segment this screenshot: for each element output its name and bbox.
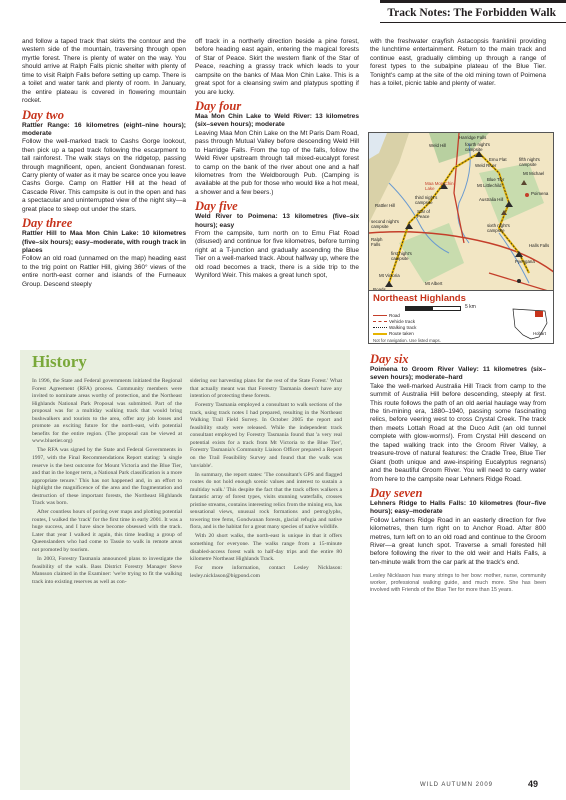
day-three-heading: Day three: [22, 216, 73, 231]
legend-vehicle-track: Vehicle track: [373, 319, 473, 325]
history-p9: For more information, contact Lesley Nicklason: lesley.nicklason@bigpond.com: [190, 565, 342, 579]
map-label-hobart: Hobart: [533, 331, 546, 336]
map-label-ralph-falls: Ralph Falls: [371, 237, 383, 247]
history-p3: After countless hours of poring over maps and plotting potential routes, I walked the 'track' for the first time in early 2001. It was a huge success, and I have since become obsessed with the track. Later that year I walked it again, this time leading a group of Queenslanders who had come to Tassie to walk in remote areas not promoted by tourism.: [32, 509, 182, 554]
history-col-1: [32, 378, 182, 586]
day-three-route: Rattler Hill to Maa Mon Chin Lake: 10 kilometres (five–six hours); easy–moderate, with rough track in places: [22, 230, 186, 254]
header-underline: [380, 22, 566, 23]
map-label-australia-hill: Australia Hill: [479, 197, 504, 202]
legend-walking-track: Walking track: [373, 325, 473, 331]
history-p6: Forestry Tasmania employed a consultant to walk sections of the track, using track notes I had prepared, resulting in the Northeast Walking Trail Field Survey. In October 2005 the report and feasibility study were released. While the independent track consultant employed by Forestry Tasmania found that 'a very real potential exists for a track from Mt Victoria to the Blue Tier', Forestry Tasmania's Community Liaison Officer prepared a Report on the Trail Feasibility Survey and found that the walk was 'unviable'.: [190, 402, 342, 469]
map-label-harridge: Harridge Falls: [459, 135, 487, 140]
right-column: [370, 38, 546, 89]
day-two-heading: Day two: [22, 107, 65, 122]
header-title: Track Notes: The Forbidden Walk: [387, 7, 556, 19]
map-label-mt-albert: Mt Albert: [425, 281, 443, 286]
history-p2: The RFA was signed by the State and Federal Governments in 1997, with the Final Recommendations Report stating: 'a single reserve is the best outcome for Mount Victoria and the Blue Tier, and that in the longer term, a National Park classification is a more appropriate tenure.' This has not happened and, in an effort to highlight the magnificence of the area and the fragmentation and destruction of these important forests, the Northeast Highlands Track was born.: [32, 447, 182, 507]
map-note: Not for navigation. Use listed maps.: [373, 338, 441, 343]
footer-issue: WILD AUTUMN 2009: [420, 782, 494, 788]
map-label-blue-tier: Blue Tier: [487, 177, 505, 182]
map-label-fifth: fifth night's campsite: [519, 157, 540, 167]
history-heading: History: [32, 352, 87, 371]
right-cont: with the freshwater crayfish Astacopsis franklinii providing the lunchtime entertainment. Return to the main track and continue east, gradually climbing up through a range of forest types to the subalpine plateau of the Blue Tier. Tonight's camp at the site of the old mining town of Poimena has a toilet, picnic table and plenty of water.: [370, 38, 546, 88]
map-label-second: second night's campsite: [371, 219, 399, 229]
map-label-weld-hill: Weld Hill: [429, 143, 447, 148]
tasmania-inset: [509, 305, 551, 343]
map-label-emu-flat: Emu Flat: [489, 157, 507, 162]
day-five-heading: Day five: [195, 199, 238, 214]
day-three-text: Follow an old road (unnamed on the map) heading east to the trig point on Rattler Hill, giving 360° views of the entire north-east corner and islands of the Furneaux Group. Descend steeply: [22, 255, 186, 288]
history-p8: With 20 short walks, the north-east is unique in that it offers something for everyone. The walks range from a 15-minute disabled-access forest walk to half-day trips and the entire 80 kilometre Northeast Highlands Track.: [190, 533, 342, 563]
day-seven-text: Follow Lehners Ridge Road in an easterly direction for five kilometres, then turn right on to Anchor Road. After 800 metres, turn left on to an old road and continue to the Groom River—a great lunch spot. Traverse a small forested hill before following the river to the old weir and Halls Falls, a ten-minute walk from the car park at the track's end.: [370, 516, 546, 566]
day-seven-heading: Day seven: [370, 486, 423, 501]
map-legend: [368, 290, 554, 344]
map-label-weld-river: Weld River: [475, 163, 497, 168]
left-intro: and follow a taped track that skirts the contour and the western side of the mountain, traversing through open myrtle forest. There is plenty of water on the way. You should arrive at Ralph Falls picnic shelter with plenty of time to visit Ralph Falls before setting up camp. There is a toilet and water tank and plenty of room. In January, the entire plateau is covered in flowering mountain rocket.: [22, 38, 186, 105]
map-label-fourth: fourth night's campsite: [465, 142, 491, 152]
day-five-text: From the campsite, turn north on to Emu Flat Road (disused) and continue for five kilometres, before turning right at a T-junction and gradually ascending the Blue Tier on a well-marked track. About halfway up, where the old road becomes a track, there is a side trip to the Wyniford Weir. This makes a great lunch spot,: [195, 229, 359, 280]
day-five-route: Weld River to Poimena: 13 kilometres (five–six hours); easy: [195, 213, 359, 229]
author-bio: Lesley Nicklason has many strings to her bow: mother, nurse, community worker, professional walking guide, and much more. She has been involved with Friends of the Blue Tier for more than 15 years.: [370, 573, 546, 593]
map-label-halls-falls: Halls Falls: [529, 243, 550, 248]
map-label-sixth: sixth night's campsite: [487, 223, 510, 233]
map-label-rattler-hill: Rattler Hill: [375, 203, 396, 208]
map-legend-items: [373, 313, 473, 337]
history-p5: sidering our harvesting plans for the rest of the State Forest.' What that actually meant was that Forestry Tasmania doesn't have any intention of protecting these forests.: [190, 378, 342, 400]
map-label-mt-michael: Mt Michael: [523, 171, 545, 176]
map-scale-bar: [405, 306, 461, 311]
history-col-2: [190, 378, 342, 580]
history-p1: In 1996, the State and Federal governments initiated the Regional Forest Agreement (RFA) process. Community members were invited to nominate areas worthy of protection, and the Northeast Highlands National Park Proposal was submitted. Part of the proposal was for a multiday walking track that would bring bushwalkers and tourists to the area, offer any job losses and promote an exciting future for the north-east, with potential benefits for the entire region. (The proposal can be viewed at www.bluetier.org): [32, 378, 182, 445]
day-two-text: Follow the well-marked track to Cashs Gorge lookout, then pick up a taped track following the escarpment to tall rainforest. The walk stays on the ridgetop, passing through magnificent, open, ancient Gondwanan forest. Carry plenty of water as it may be scarce once you leave Cashs Gorge. Camp on Rattler Hill at the head of Cascade River. This campsite is out in the open and has a spectacular and uninterrupted view of the night sky—a great place to sleep out under the stars.: [22, 138, 186, 213]
map-label-mt-victoria: Mt Victoria: [379, 273, 400, 278]
day-six-heading: Day six: [370, 352, 409, 366]
left-column: [22, 38, 186, 289]
middle-cont: off track in a northerly direction beside a pine forest, before heading east again, entering the magical forests of Star of Peace. Skirt the western flank of the Star of Peace, reaching a grassy track which leads to your campsite on the banks of Maa Mon Chin Lake. This is a great spot for a cleansing swim and platypus spotting if you are lucky.: [195, 38, 359, 96]
middle-column: [195, 38, 359, 281]
map-label-maa-mon: Maa Mon Chin Lake: [425, 181, 454, 191]
legend-route-taken: Route taken: [373, 331, 473, 337]
day-four-route: Maa Mon Chin Lake to Weld River: 13 kilometres (six–seven hours); moderate: [195, 113, 359, 129]
map-label-poimena: Poimena: [531, 191, 549, 196]
day-six-text: Take the well-marked Australia Hill Track from camp to the summit of Australia Hill before descending, steeply at first. This route follows the path of an old aerial haulage way from the tin-mining era, 1880–1940, passing some fascinating relics, before veering west to cross Crystal Creek. The track then meets Lottah Road at the Duco Adit (an old tunnel complete with glow-worms!). From Crystal Hill descend on the taped walking track into the Groom River Valley, a treasure-trove of natural features: the Cradle Tree, Blue Tier Giant (both unique and awe-inspiring Eucalyptus regnans) and the beautiful Groom River. You will need to carry water from here to the campsite near Lehners Ridge Road.: [370, 382, 546, 483]
legend-road: Road: [373, 313, 473, 319]
day-four-text: Leaving Maa Mon Chin Lake on the Mt Paris Dam Road, pass through Mutual Valley before descending Weld Hill to Harridge Falls. From the top of the falls, follow the Weld River upstream through tall mixed-eucalypt forest to camp on the bank of the river about one and a half kilometres from the Weldborough Pub. (Camping is available at the pub for those who would like a hot meal, a shower and a few beers.): [195, 129, 359, 196]
header-rule: [380, 0, 566, 3]
map-label-third: third night's campsite: [415, 195, 438, 205]
map-label-first: first night's campsite: [391, 251, 412, 261]
map-title: Northeast Highlands: [373, 293, 466, 304]
day-six-route: Poimena to Groom River Valley: 11 kilometres (six–seven hours); moderate–hard: [370, 366, 546, 382]
history-p4: In 2003, Forestry Tasmania announced plans to investigate the feasibility of the walk. Bass District Forestry Manager Steve Mansson claimed in the Examiner: 'we're trying to fit the walking track into existing reserves as well as con-: [32, 556, 182, 585]
map-label-mt-littlechild: Mt Littlechild: [477, 183, 502, 188]
footer-page-number: 49: [528, 779, 539, 789]
history-p7: In summary, the report states: 'The consultant's GPS and flagged routes do not hold enough scenic values and interest to sustain a multiday walk.' This despite the fact that the track offers walkers a fantastic array of forest types, visits stunning waterfalls, crosses pristine streams, contains interesting relics from the mining era, has sensational views, unusual rock formations and petroglyphs, towering tree ferns, Gondwanan forests, glacial refugia and native flora, and is the habitat for a great many species of native wildlife.: [190, 471, 342, 531]
day-four-heading: Day four: [195, 99, 242, 114]
bottom-right-column: [370, 350, 546, 594]
day-two-route: Rattler Range: 16 kilometres (eight–nine hours); moderate: [22, 121, 186, 137]
day-seven-route: Lehners Ridge to Halls Falls: 10 kilometres (four–five hours); easy–moderate: [370, 500, 546, 516]
map-scale: 5 km: [465, 304, 476, 310]
map-label-star-peace: Star of Peace: [417, 209, 430, 219]
map-label-pyengana: Pyengana: [515, 259, 535, 264]
